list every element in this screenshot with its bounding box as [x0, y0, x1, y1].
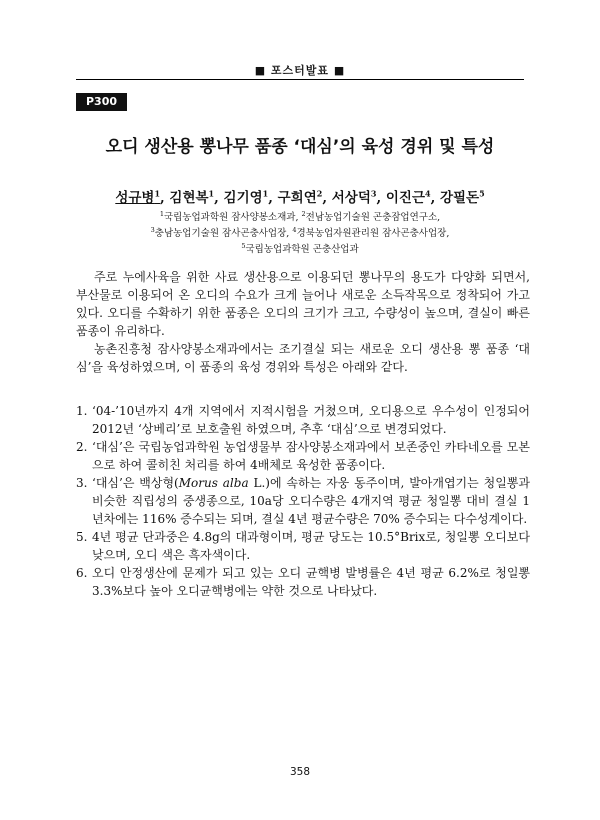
characteristics-list [76, 402, 530, 600]
list-item: 5. 4년 평균 단과중은 4.8g의 대과형이며, 평균 당도는 10.5°Brix로, 청일뽕 오디보다 낮으며, 오디 색은 흑자색이다. [76, 530, 530, 562]
poster-number-badge: P300 [76, 93, 127, 111]
affiliation-line: $^1$국립농업과학원 잠사양봉소재과, $^2$전남농업기술원 곤충잠업연구소, [159, 210, 441, 224]
list-item: 6. 오디 안정생산에 문제가 되고 있는 오디 균핵병 발병률은 4년 평균 6.2%로 청일뽕 3.3%보다 높아 오디균핵병에는 약한 것으로 나타났다. [76, 566, 530, 598]
header-rule [76, 79, 524, 80]
author: 김기영$^1$ [223, 188, 269, 206]
paper-title: 오디 생산용 뽕나무 품종 ‘대심’의 육성 경위 및 특성 [105, 137, 495, 157]
section-header: ■ 포스터발표 ■ [254, 64, 346, 77]
affiliation-line: $^5$국립농업과학원 곤충산업과 [241, 242, 359, 256]
author: 서상덕$^3$ [331, 188, 377, 206]
list-item: 3. ‘대심’은 백상형(Morus alba L.)에 속하는 자웅 동주이며, 발아개엽기는 청일뽕과 비슷한 직립성의 중생종으로, 10a당 오디수량은 4개지역 평균 청일뽕 대비 결실 1년차에는 116% 증수되는 되며, 결실 4년 평균수량은 70% 증수되는 다수성계이다. [76, 476, 530, 526]
author: 이진근$^4$ [385, 188, 431, 206]
author: 강필돈$^5$ [439, 188, 485, 206]
abstract-body [76, 268, 530, 376]
author: 김현복$^1$ [169, 188, 215, 206]
author: 구희연$^2$ [277, 188, 323, 206]
paragraph: 농촌진흥청 잠사양봉소재과에서는 조기결실 되는 새로운 오디 생산용 뽕 품종 ‘대심’을 육성하였으며, 이 품종의 육성 경위와 특성은 아래와 같다. [76, 342, 530, 374]
author: 성규병$^1$ [115, 188, 161, 206]
author-list: 성규병$^1$, 김현복$^1$, 김기영$^1$, 구희연$^2$, 서상덕$^3$, 이진근$^4$, 강필돈$^5$ [115, 188, 485, 206]
affiliation-line: $^3$충남농업기술원 잠사곤충사업장, $^4$경북농업자원관리원 잠사곤충사업장, [150, 226, 450, 240]
affiliations [60, 208, 540, 256]
list-item: 2. ‘대심’은 국립농업과학원 농업생물부 잠사양봉소재과에서 보존중인 카타네오를 모본으로 하여 콜히친 처리를 하여 4배체로 육성한 품종이다. [76, 440, 530, 472]
page-number: 358 [289, 766, 311, 778]
paragraph: 주로 누에사육을 위한 사료 생산용으로 이용되던 뽕나무의 용도가 다양화 되면서, 부산물로 이용되어 온 오디의 수요가 크게 늘어나 새로운 소득작목으로 정착되어 가고 있다. 오디를 수확하기 위한 품종은 오디의 크기가 크고, 수량성이 높으며, 결실이 빠른 품종이 유리하다. [76, 270, 530, 338]
list-item: 1. ‘04-’10년까지 4개 지역에서 지적시험을 거쳤으며, 오디용으로 우수성이 인정되어 2012년 ‘상베리’로 보호출원 하였으며, 추후 ‘대심’으로 변경되었다. [76, 404, 530, 436]
